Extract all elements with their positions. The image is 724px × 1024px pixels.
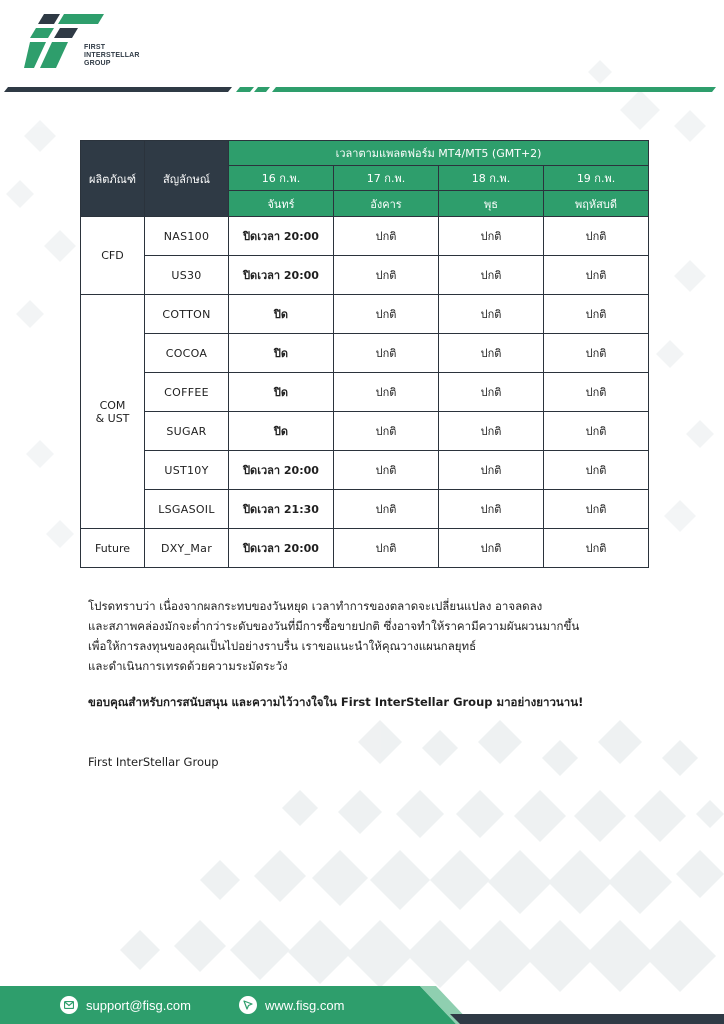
- status-cell: ปิดเวลา 20:00: [229, 256, 334, 295]
- status-cell: ปกติ: [544, 373, 649, 412]
- status-cell: ปกติ: [544, 295, 649, 334]
- status-cell: ปกติ: [439, 451, 544, 490]
- product-label-line: & UST: [95, 411, 130, 425]
- table-row: [81, 490, 649, 529]
- status-cell: ปกติ: [439, 373, 544, 412]
- table-row: [81, 451, 649, 490]
- status-cell: ปกติ: [439, 490, 544, 529]
- status-cell: ปกติ: [334, 256, 439, 295]
- status-cell: ปกติ: [544, 529, 649, 568]
- symbol-cell: COCOA: [145, 334, 229, 373]
- symbol-cell: COFFEE: [145, 373, 229, 412]
- footer-bar: [0, 986, 724, 1024]
- status-cell: ปิด: [229, 412, 334, 451]
- header-stripe: [0, 84, 724, 94]
- notice-line: และสภาพคล่องมักจะต่ำกว่าระดับของวันที่มีการซื้อขายปกติ ซึ่งอาจทำให้ราคามีความผันผวนมากขึ้น: [88, 619, 580, 633]
- product-label-line: COM: [99, 398, 126, 412]
- status-cell: ปกติ: [334, 412, 439, 451]
- status-cell: ปิด: [229, 373, 334, 412]
- holiday-trading-schedule-table: [80, 140, 649, 568]
- symbol-cell: SUGAR: [145, 412, 229, 451]
- status-cell: ปกติ: [439, 295, 544, 334]
- status-cell: ปกติ: [334, 217, 439, 256]
- status-cell: ปิด: [229, 334, 334, 373]
- day-header: อังคาร: [334, 191, 439, 217]
- column-header-symbol: สัญลักษณ์: [145, 141, 229, 217]
- table-row: [81, 217, 649, 256]
- status-cell: ปกติ: [439, 256, 544, 295]
- envelope-icon: [60, 996, 78, 1014]
- symbol-cell: UST10Y: [145, 451, 229, 490]
- date-header: 18 ก.พ.: [439, 166, 544, 191]
- status-cell: ปกติ: [439, 529, 544, 568]
- status-cell: ปกติ: [334, 529, 439, 568]
- day-header: พฤหัสบดี: [544, 191, 649, 217]
- website-link[interactable]: www.fisg.com: [265, 997, 345, 1013]
- notice-paragraph: [88, 596, 648, 676]
- status-cell: ปกติ: [439, 412, 544, 451]
- cursor-icon: [239, 996, 257, 1014]
- notice-line: และดำเนินการเทรดด้วยความระมัดระวัง: [88, 659, 288, 673]
- day-header: จันทร์: [229, 191, 334, 217]
- symbol-cell: COTTON: [145, 295, 229, 334]
- status-cell: ปกติ: [439, 334, 544, 373]
- platform-time-header: เวลาตามแพลตฟอร์ม MT4/MT5 (GMT+2): [229, 141, 649, 166]
- product-cell: CFD: [81, 217, 145, 295]
- notice-line: โปรดทราบว่า เนื่องจากผลกระทบของวันหยุด เวลาทำการของตลาดจะเปลี่ยนแปลง อาจลดลง: [88, 599, 543, 613]
- table-row: [81, 334, 649, 373]
- status-cell: ปิดเวลา 20:00: [229, 529, 334, 568]
- thank-you-message: ขอบคุณสำหรับการสนับสนุน และความไว้วางใจใน First InterStellar Group มาอย่างยาวนาน!: [88, 695, 584, 709]
- company-logo-text: FIRST INTERSTELLAR GROUP: [84, 44, 140, 67]
- status-cell: ปกติ: [544, 334, 649, 373]
- table-row: [81, 295, 649, 334]
- status-cell: ปกติ: [334, 490, 439, 529]
- table-row: [81, 373, 649, 412]
- symbol-cell: LSGASOIL: [145, 490, 229, 529]
- day-header: พุธ: [439, 191, 544, 217]
- status-cell: ปกติ: [544, 217, 649, 256]
- signoff: First InterStellar Group: [88, 755, 219, 769]
- status-cell: ปกติ: [334, 373, 439, 412]
- status-cell: ปิดเวลา 20:00: [229, 217, 334, 256]
- date-header: 16 ก.พ.: [229, 166, 334, 191]
- symbol-cell: US30: [145, 256, 229, 295]
- table-row: [81, 412, 649, 451]
- date-header: 17 ก.พ.: [334, 166, 439, 191]
- product-cell: [81, 295, 145, 529]
- status-cell: ปกติ: [334, 295, 439, 334]
- status-cell: ปกติ: [544, 412, 649, 451]
- symbol-cell: DXY_Mar: [145, 529, 229, 568]
- product-cell: Future: [81, 529, 145, 568]
- date-header: 19 ก.พ.: [544, 166, 649, 191]
- column-header-product: ผลิตภัณฑ์: [81, 141, 145, 217]
- status-cell: ปิด: [229, 295, 334, 334]
- status-cell: ปิดเวลา 21:30: [229, 490, 334, 529]
- status-cell: ปิดเวลา 20:00: [229, 451, 334, 490]
- status-cell: ปกติ: [544, 451, 649, 490]
- status-cell: ปกติ: [334, 451, 439, 490]
- table-row: [81, 256, 649, 295]
- status-cell: ปกติ: [334, 334, 439, 373]
- status-cell: ปกติ: [439, 217, 544, 256]
- notice-line: เพื่อให้การลงทุนของคุณเป็นไปอย่างราบรื่น เราขอแนะนำให้คุณวางแผนกลยุทธ์: [88, 639, 477, 653]
- footer-website[interactable]: [239, 996, 344, 1014]
- status-cell: ปกติ: [544, 256, 649, 295]
- status-cell: ปกติ: [544, 490, 649, 529]
- table-row: [81, 529, 649, 568]
- email-link[interactable]: support@fisg.com: [86, 997, 191, 1013]
- symbol-cell: NAS100: [145, 217, 229, 256]
- footer-email[interactable]: [60, 996, 191, 1014]
